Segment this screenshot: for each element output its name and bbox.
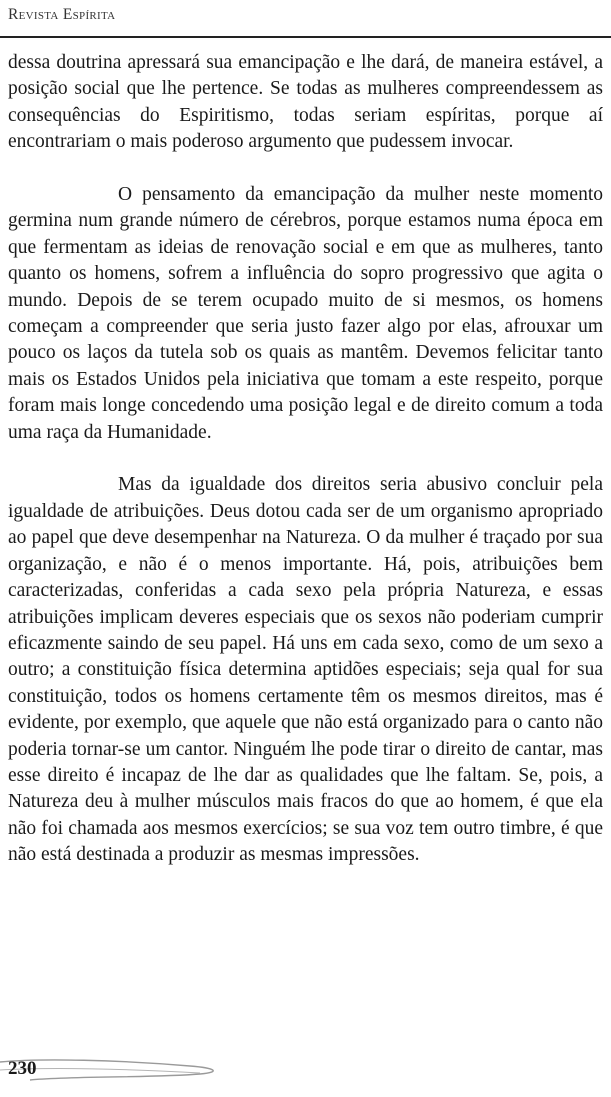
page-number: 230 [8,1058,37,1079]
header-divider [0,36,611,38]
paragraph-emancipation: O pensamento da emancipação da mulher neste momento germina num grande número de cérebros, porque estamos numa época em que fermentam as ideias de renovação social e em que as mulheres, tanto quanto os homens, sofrem a influência do sopro progressivo que agita o mundo. Depois de se terem ocupado muito de si mesmos, os homens começam a compreender que seria justo fazer algo por elas, afrouxar um pouco os laços da tutela sob os quais as mantêm. Devemos felicitar tanto mais os Estados Unidos pela iniciativa que tomam a este respeito, porque foram mais longe concedendo uma posição legal e de direito comum a toda uma raça da Humanidade. [8,184,603,443]
paragraph-equality: Mas da igualdade dos direitos seria abusivo concluir pela igualdade de atribuições. Deus dotou cada ser de um organismo apropriado ao papel que deve desempenhar na Natureza. O da mulher é traçado por sua organização, e não é o menos importante. Há, pois, atribuições bem caracterizadas, conferidas a cada sexo pela própria Natureza, e essas atribuições implicam deveres especiais que os sexos não poderiam cumprir eficazmente saindo de seu papel. Há uns em cada sexo, como de um sexo a outro; a constituição física determina aptidões especiais; seja qual for sua constituição, todos os homens certamente têm os mesmos direitos, mas é evidente, por exemplo, que aquele que não está organizado para o canto não poderia tornar-se um cantor. Ninguém lhe pode tirar o direito de cantar, mas esse direito é incapaz de lhe dar as qualidades que lhe faltam. Se, pois, a Natureza deu à mulher músculos mais fracos do que ao homem, é que ela não foi chamada aos mesmos exercícios; se sua voz tem outro timbre, é que não está destinada a produzir as mesmas impressões. [8,474,603,866]
body-text [8,50,603,895]
paragraph-continuation: dessa doutrina apressará sua emancipação e lhe dará, de maneira estável, a posição social que lhe pertence. Se todas as mulheres compreendessem as consequências do Espiritismo, todas seriam espíritas, porque aí encontrariam o mais poderoso argumento que pudessem invocar. [8,52,603,153]
running-header-title: Revista Espírita [8,6,116,23]
